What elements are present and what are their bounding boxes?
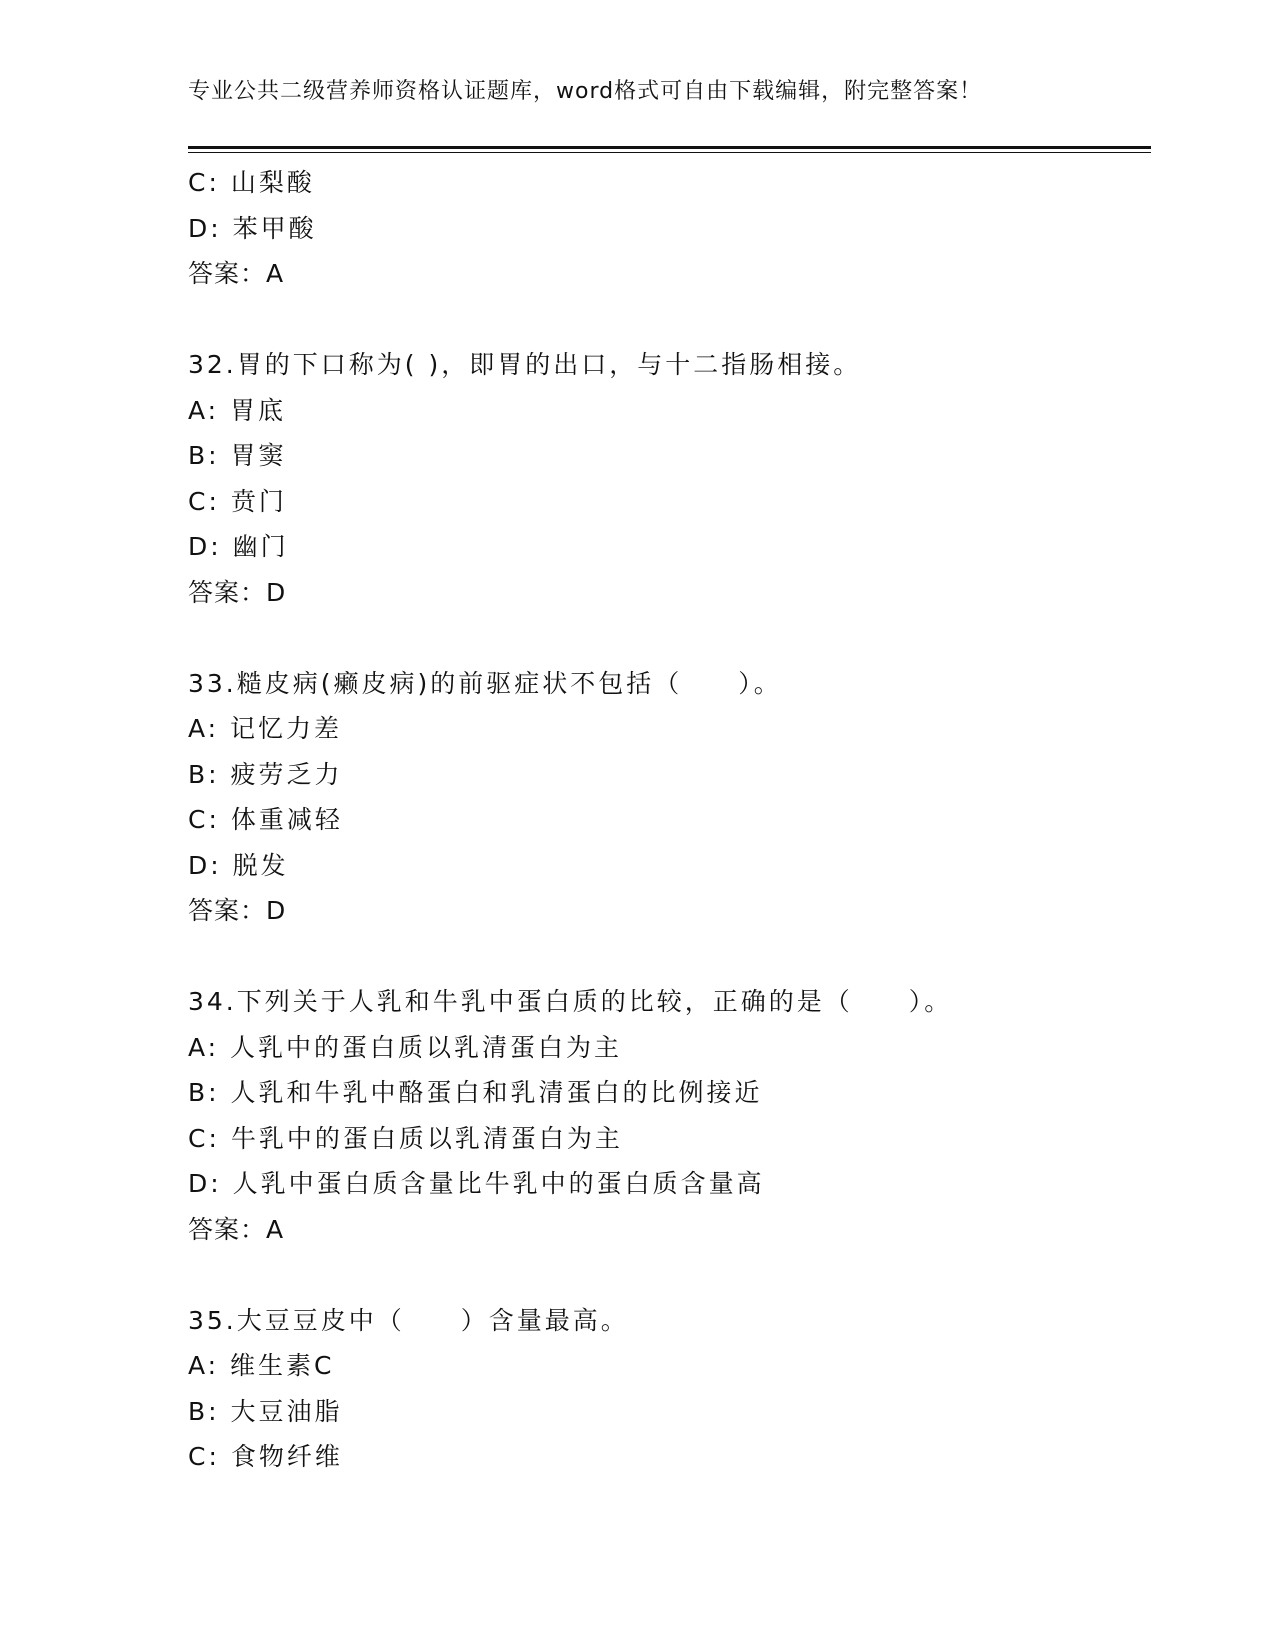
question-stem: 32.胃的下口称为( )，即胃的出口，与十二指肠相接。 [188, 350, 862, 379]
question-stem: 34.下列关于人乳和牛乳中蛋白质的比较，正确的是（ ）。 [188, 987, 953, 1016]
option-line: D: 苯甲酸 [188, 213, 317, 243]
option-line: B: 人乳和牛乳中酪蛋白和乳清蛋白的比例接近 [188, 1078, 763, 1107]
spacer [188, 615, 1151, 661]
document-header: 专业公共二级营养师资格认证题库，word格式可自由下载编辑，附完整答案！ [188, 79, 983, 104]
option-line: B: 胃窦 [188, 441, 287, 470]
header-rule-thin [188, 152, 1151, 153]
option-line: D: 人乳中蛋白质含量比牛乳中的蛋白质含量高 [188, 1169, 765, 1198]
option-line: A: 人乳中的蛋白质以乳清蛋白为主 [188, 1032, 623, 1062]
option-line: B: 疲劳乏力 [188, 759, 343, 789]
option-line: C: 牛乳中的蛋白质以乳清蛋白为主 [188, 1123, 623, 1153]
spacer [188, 297, 1151, 343]
option-line: A: 维生素C [188, 1351, 335, 1380]
option-line: C: 食物纤维 [188, 1442, 343, 1471]
answer-line: 答案：D [188, 577, 287, 607]
question-content [188, 160, 1151, 1480]
spacer [188, 1252, 1151, 1298]
answer-line: 答案：D [188, 896, 287, 925]
answer-line: 答案：A [188, 259, 285, 288]
option-line: B: 大豆油脂 [188, 1396, 343, 1426]
option-line: C: 山梨酸 [188, 168, 315, 197]
header-rule-thick [188, 146, 1151, 149]
option-line: A: 胃底 [188, 395, 287, 425]
option-line: A: 记忆力差 [188, 714, 343, 743]
option-line: C: 体重减轻 [188, 805, 343, 834]
option-line: D: 幽门 [188, 532, 289, 561]
question-stem: 33.糙皮病(癞皮病)的前驱症状不包括（ ）。 [188, 668, 782, 698]
option-line: D: 脱发 [188, 850, 289, 880]
answer-line: 答案：A [188, 1214, 285, 1244]
spacer [188, 934, 1151, 980]
option-line: C: 贲门 [188, 486, 287, 516]
question-stem: 35.大豆豆皮中（ ）含量最高。 [188, 1305, 629, 1335]
